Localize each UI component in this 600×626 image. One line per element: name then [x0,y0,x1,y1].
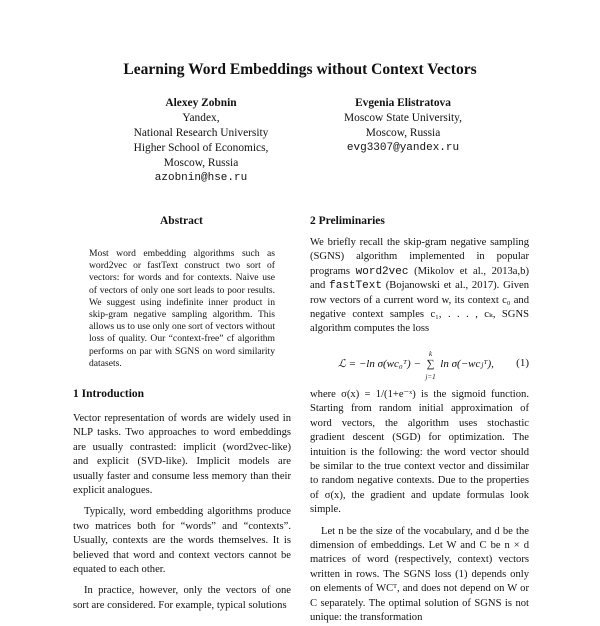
affiliation-line: Moscow, Russia [365,127,441,139]
equation-1 [310,343,529,383]
author-email: azobnin@hse.ru [154,172,248,184]
author-block [328,96,478,156]
affiliation-line: Higher School of Economics, [133,142,269,154]
abstract-text: Most word embedding algorithms such as word2vec or fastText construct two sort of vectors: for words and for contexts. Naive use of vectors of only one sort leads to poor results. We suggest using indefinite inner product in skip-gram negative sampling algorithm. This allows us to use only one sort of vectors without loss of quality. Our “context-free” cf algorithm performs on par with SGNS on word similarity datasets. [89,248,275,369]
preliminaries-body-continued [310,388,529,626]
paragraph: In practice, however, only the vectors of one sort are considered. For example, typical solutions [73,585,291,611]
affiliation-line: Moscow State University, [344,112,462,124]
equation-number: (1) [516,357,529,369]
preliminaries-body [310,236,529,337]
author-email: evg3307@yandex.ru [346,142,460,154]
paper-title: Learning Word Embeddings without Context Vectors [123,61,477,78]
author-name: Alexey Zobnin [165,97,237,109]
abstract-heading: Abstract [160,215,203,227]
equation-rhs: ln σ(−wcⱼᵀ), [440,358,494,370]
paragraph [310,236,529,337]
affiliation-line: National Research University [133,127,269,139]
paragraph: Vector representation of words are widely used in NLP tasks. Two approaches to word embeddings are usually contrasted: implicit (word2vec-like) and explicit (SVD-like). Implicit models are usually faster and consume less memory than their explicit analogues. [73,413,291,497]
sum-lower-limit: j=1 [425,373,436,381]
affiliation-line: Yandex, [182,112,220,124]
author-name: Evgenia Elistratova [355,97,451,109]
section-heading-introduction: 1 Introduction [73,388,145,400]
sum-symbol: ∑ [426,358,435,370]
text-run: (Bojanowski et al., 2017). Given row vectors of a current word w, its context c₀ and negative context samples c₁, . . . , cₖ, SGNS algorithm computes the loss [310,280,529,335]
paragraph: Let n be the size of the vocabulary, and d be the dimension of embeddings. Let W and C be n × d matrices of word (respectively, context) vectors written in rows. The SGNS loss (1) depends only on elements of WCᵀ, and does not depend on W or C separately. The optimal solution of SGNS is not unique: the transformation [310,525,529,624]
code-fasttext: fastText [329,280,382,293]
introduction-body [73,412,291,613]
sum-upper-limit: k [428,350,433,358]
affiliation-line: Moscow, Russia [163,157,239,169]
section-heading-preliminaries: 2 Preliminaries [310,215,385,227]
code-word2vec: word2vec [355,265,409,278]
equation-lhs: ℒ = −ln σ(wc₀ᵀ) − [338,358,421,370]
summation [424,350,438,381]
equation-body [338,350,494,381]
text-run: (Mikolov et al., 2013a,b) and [310,265,529,292]
paragraph: Typically, word embedding algorithms produce two matrices both for “words” and “contexts”. Usually, contexts are the words themselves. It is believed that word and context vectors cannot be equated to each other. [73,506,291,576]
author-block [115,96,287,186]
text-run: We briefly recall the skip-gram negative sampling (SGNS) algorithm implemented in popular programs [310,237,529,277]
paragraph: where σ(x) = 1/(1+e⁻ˣ) is the sigmoid function. Starting from random initial approximation of word vectors, the algorithm uses stochastic gradient descent (SGD) for optimization. The intuition is the following: the word vector should be similar to the true context vector and dissimilar to random negative contexts. Due to the properties of σ(x), the gradient and update formulas look simple. [310,389,529,516]
